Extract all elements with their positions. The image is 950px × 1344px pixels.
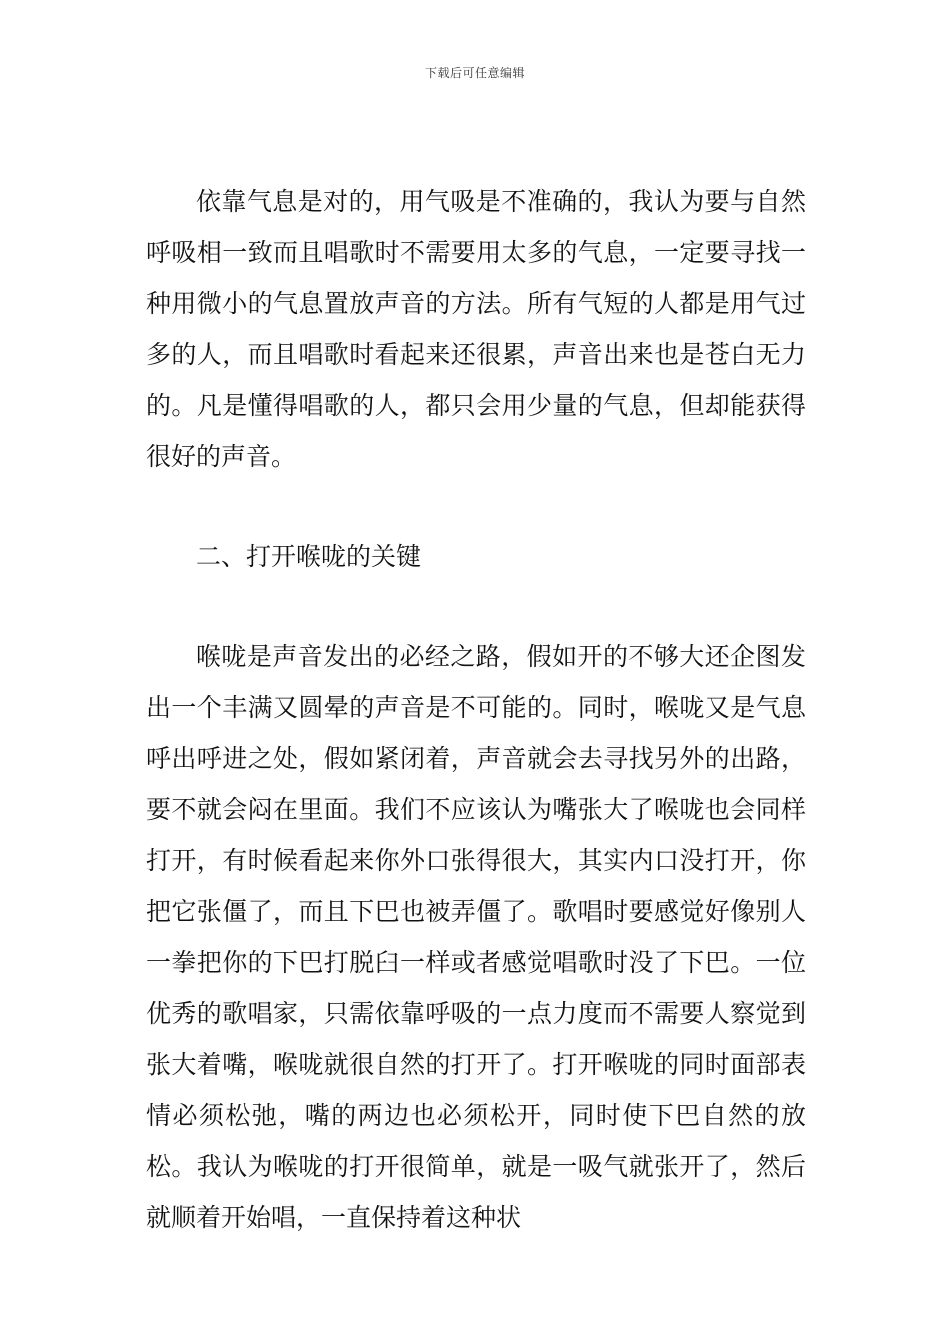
paragraph-throat: 喉咙是声音发出的必经之路，假如开的不够大还企图发出一个丰满又圆晕的声音是不可能的。同时，喉咙又是气息呼出呼进之处，假如紧闭着，声音就会去寻找另外的出路，要不就会闷在里面。我们不应该认为嘴张大了喉咙也会同样打开，有时候看起来你外口张得很大，其实内口没打开，你把它张僵了，而且下巴也被弄僵了。歌唱时要感觉好像别人一拳把你的下巴打脱臼一样或者感觉唱歌时没了下巴。一位优秀的歌唱家，只需依靠呼吸的一点力度而不需要人察觉到张大着嘴，喉咙就很自然的打开了。打开喉咙的同时面部表情必须松弛，嘴的两边也必须松开，同时使下巴自然的放松。我认为喉咙的打开很简单，就是一吸气就张开了，然后就顺着开始唱，一直保持着这种状: [146, 642, 806, 1232]
section-heading: 二、打开喉咙的关键: [196, 542, 422, 571]
paragraph-breath: 依靠气息是对的，用气吸是不准确的，我认为要与自然呼吸相一致而且唱歌时不需要用太多的气息，一定要寻找一种用微小的气息置放声音的方法。所有气短的人都是用气过多的人，而且唱歌时看起来还很累，声音出来也是苍白无力的。凡是懂得唱歌的人，都只会用少量的气息，但却能获得很好的声音。: [146, 187, 806, 471]
document-body: [146, 176, 806, 1243]
page-header: 下载后可任意编辑: [424, 66, 525, 80]
